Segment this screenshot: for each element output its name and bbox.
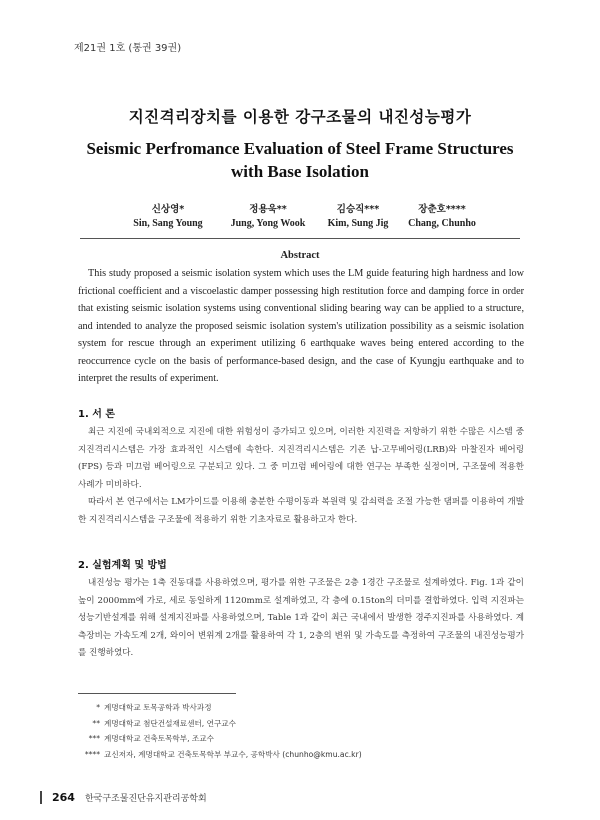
footnote-mark: ** [92, 718, 100, 728]
header-divider [80, 238, 520, 239]
author-name-kr: 정용욱** [249, 204, 287, 215]
section-heading-methods: 2. 실험계획 및 방법 [78, 560, 167, 571]
journal-header: 제21권 1호 (통권 39권) [74, 43, 182, 54]
author-4 [390, 203, 494, 231]
abstract-heading: Abstract [280, 250, 320, 261]
page-footer [40, 791, 207, 804]
paragraph: 따라서 본 연구에서는 LM가이드를 이용해 충분한 수평이동과 복원력 및 감쇠력을 조절 가능한 댐퍼를 이용하여 개발한 지진격리시스템을 구조물에 적용하기 위한 기초자료로 활용하고자 한다. [78, 497, 524, 525]
footnote-item [78, 747, 362, 763]
footnote-mark: * [96, 703, 100, 712]
section-body-introduction [78, 424, 524, 529]
society-name: 한국구조물진단유지관리공학회 [84, 794, 207, 804]
footnote-text: 계명대학교 건축토목학부, 조교수 [104, 734, 214, 744]
paragraph: 최근 지진에 국내외적으로 지진에 대한 위험성이 증가되고 있으며, 이러한 지진력을 저항하기 위한 수많은 시스템 중 지진격리시스템은 가장 효과적인 시스템에 속한다. 지진격리시스템은 기존 납-고무베어링(LRB)와 마찰진자 베어링(FPS) 등과 미끄럼 베어링으로 구분되고 있다. 그 중 미끄럼 베어링에 대한 연구는 부족한 실정이며, 구조물에 적용한 사례가 미비하다. [78, 427, 524, 490]
footnote-text: 계명대학교 첨단건설재료센터, 연구교수 [104, 718, 236, 728]
footnote-mark: *** [88, 734, 100, 744]
title-english-line-1: Seismic Perfromance Evaluation of Steel Frame Structures [86, 139, 514, 158]
author-2 [218, 203, 318, 231]
footnote-item [78, 700, 362, 716]
footnote-item [78, 731, 362, 747]
page-number: 264 [52, 791, 75, 804]
section-heading-introduction: 1. 서 론 [78, 409, 116, 420]
footnote-text: 교신저자, 계명대학교 건축토목학부 부교수, 공학박사 (chunho@kmu.ac.kr) [104, 749, 362, 759]
author-name-kr: 신상영* [151, 204, 185, 215]
footnote-divider [78, 693, 236, 694]
section-body-methods [78, 575, 524, 663]
author-name-en: Sin, Sang Young [133, 218, 203, 229]
author-name-en: Chang, Chunho [408, 218, 476, 229]
author-name-en: Kim, Sung Jig [327, 218, 389, 229]
paper-title-english [60, 137, 540, 183]
footnote-list [78, 700, 362, 762]
footer-bar [40, 791, 42, 804]
footnote-item [78, 716, 362, 732]
author-name-en: Jung, Yong Wook [230, 218, 306, 229]
footnote-mark: **** [84, 749, 100, 759]
author-name-kr: 장춘호**** [418, 204, 466, 215]
author-1 [118, 203, 218, 231]
abstract-text: This study proposed a seismic isolation system which uses the LM guide featuring high hardness and low frictional coefficient and a viscoelastic damper possessing high restitution force and damping force in order that existing seismic isolation systems using conventional sliding bearing way can be applied to a structure, and intended to analyze the proposed seismic isolation system's utilization possibility as a seismic isolation system for rescue through an experiment utilizing 6 earthquake waves being entered according to the reoccurrence cycle on the basis of performance-based design, and the case of Kyungju earthquake and to interpret the results of experiment. [78, 268, 524, 384]
footnote-text: 계명대학교 토목공학과 박사과정 [104, 703, 212, 712]
author-name-kr: 김승직*** [336, 204, 380, 215]
title-english-line-2: with Base Isolation [231, 162, 369, 181]
paragraph: 내진성능 평가는 1축 진동대를 사용하였으며, 평가를 위한 구조물은 2층 1경간 구조물로 설계하였다. Fig. 1과 같이 높이 2000mm에 가로, 세로 동일하게 1120mm로 설계하였고, 각 층에 0.15ton의 더미를 결합하였다. 입력 지진파는 성능기반설계를 위해 설계지진파를 사용하였으며, Table 1과 같이 최근 국내에서 발생한 경주지진파를 사용하였다. 계측장비는 가속도계 2개, 와이어 변위계 2개를 활용하여 각 1, 2층의 변위 및 가속도를 측정하여 구조물의 내진성능평가를 진행하였다. [78, 578, 524, 658]
paper-title-korean: 지진격리장치를 이용한 강구조물의 내진성능평가 [128, 108, 472, 126]
